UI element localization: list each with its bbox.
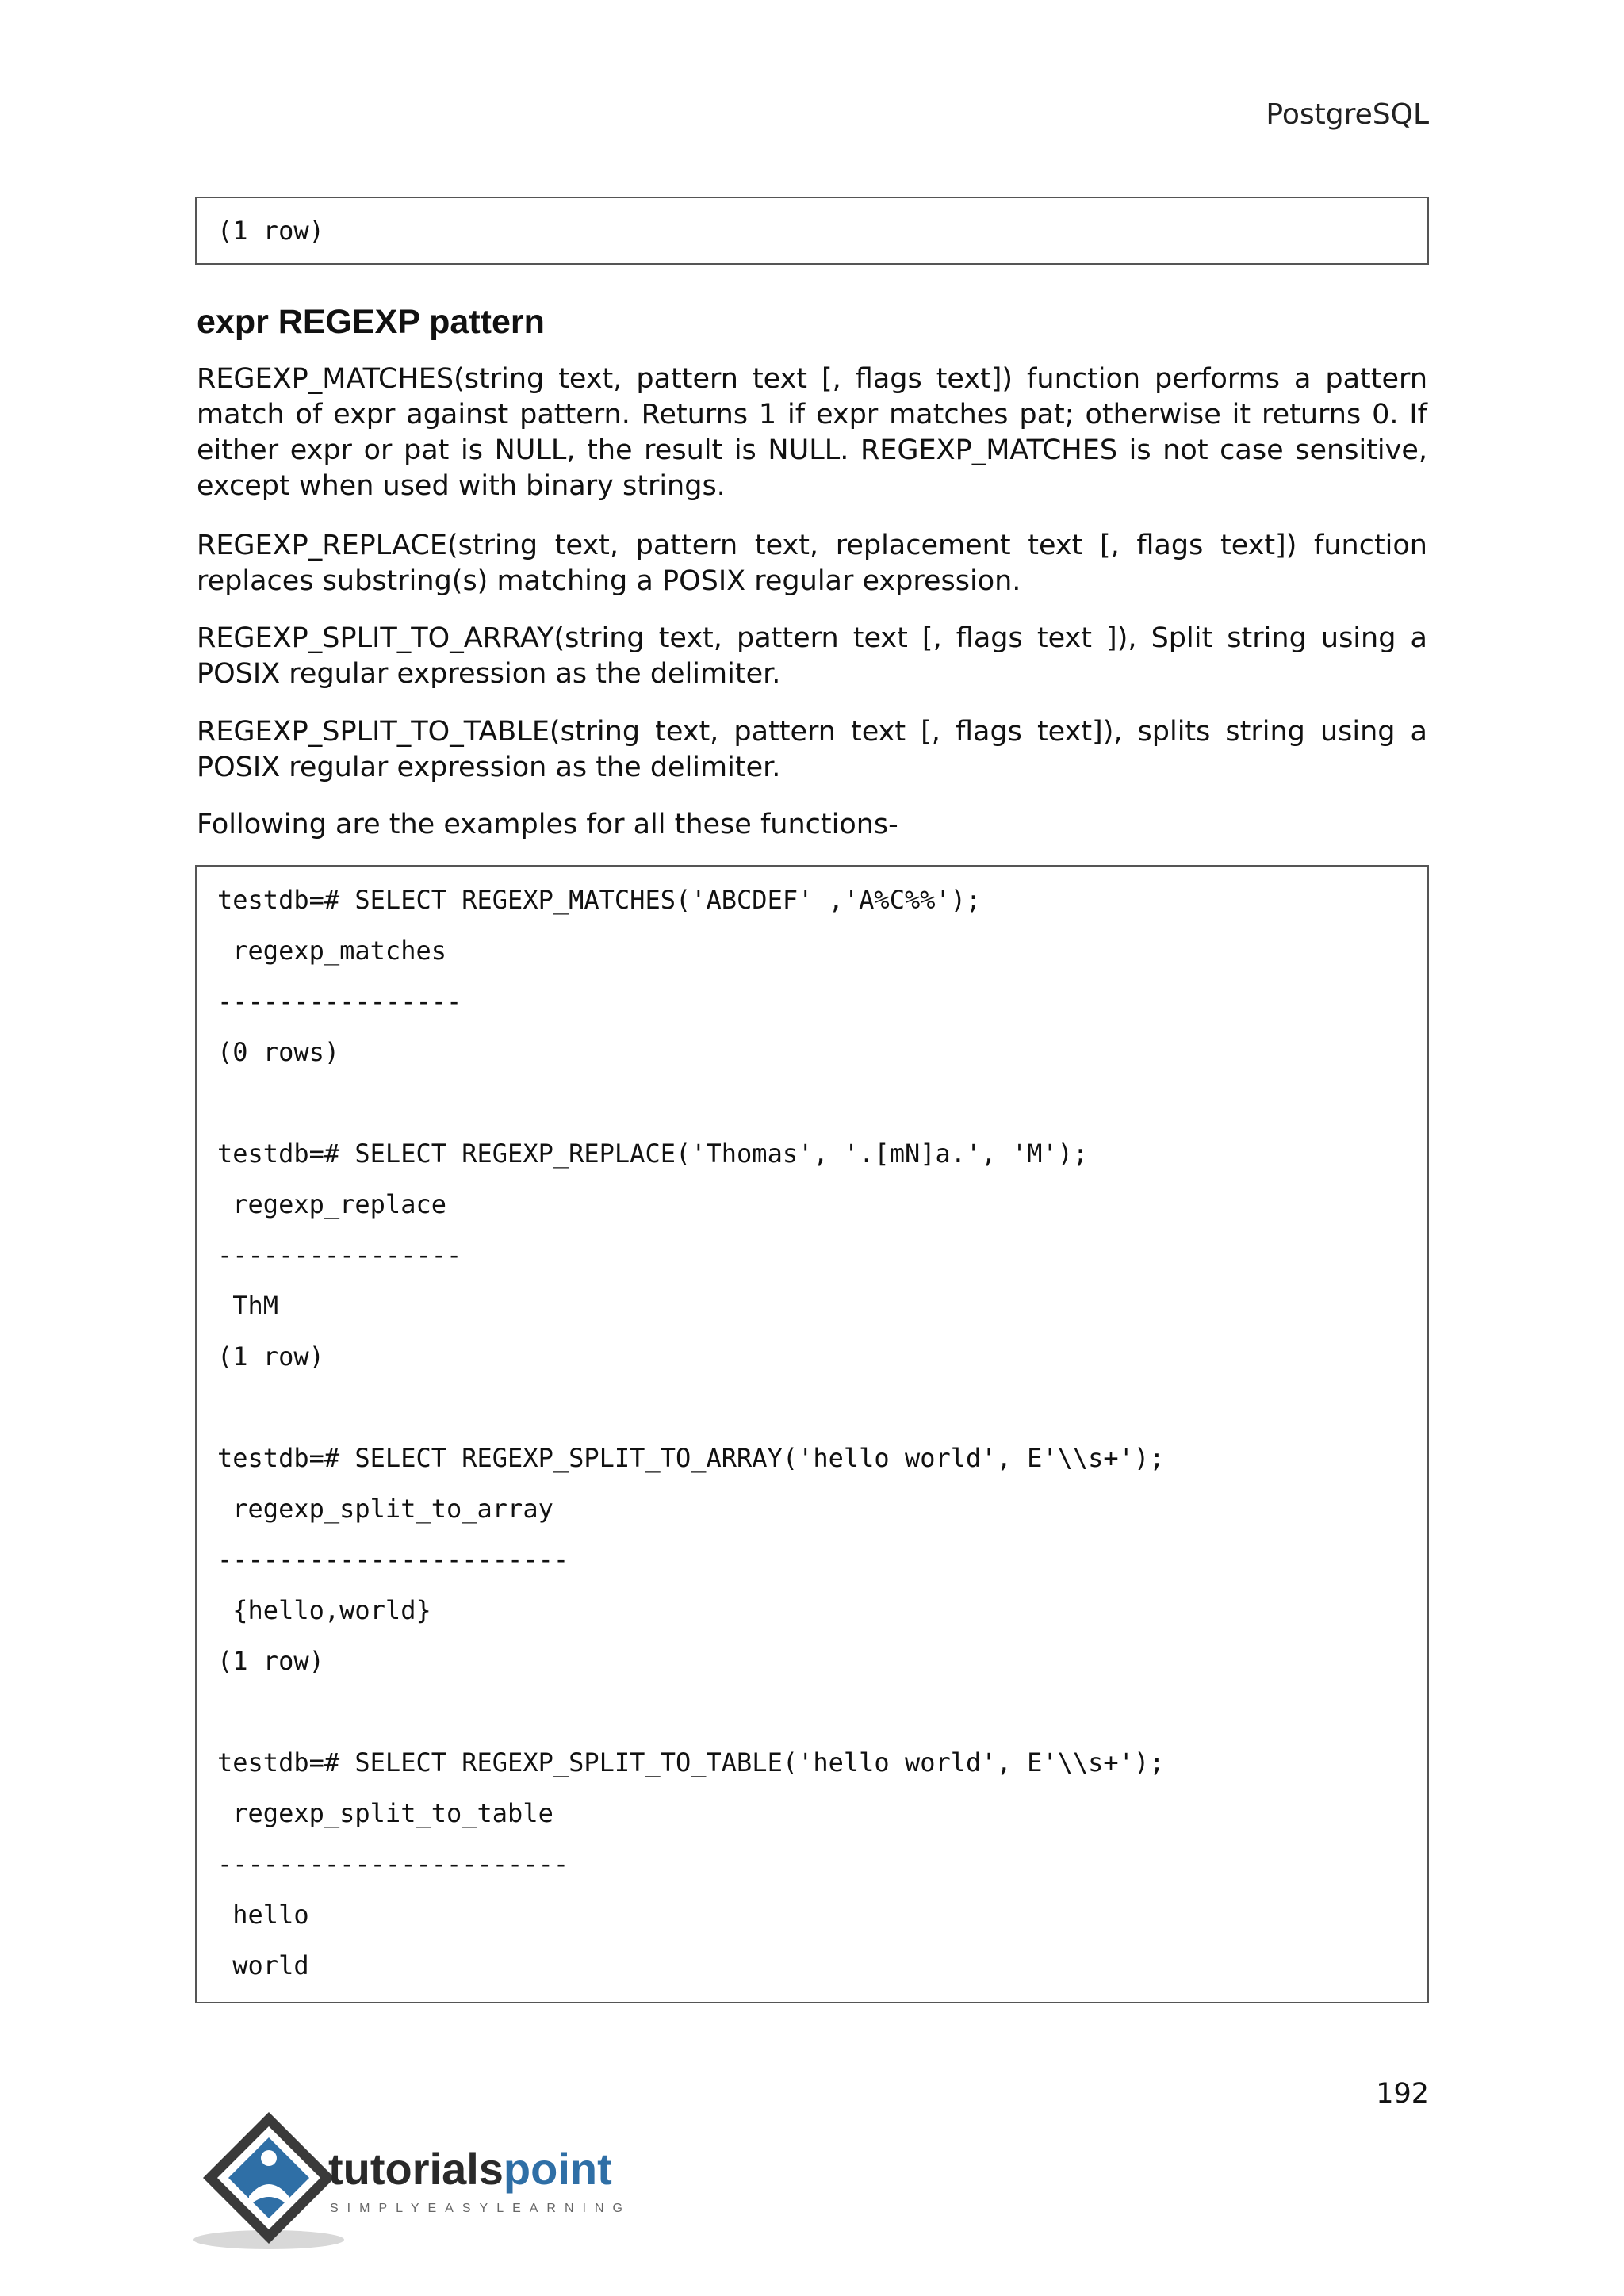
code-line: (1 row) [217, 216, 324, 246]
code-line: (0 rows) [217, 1037, 340, 1067]
code-line: regexp_split_to_array [217, 1494, 553, 1524]
code-box-examples [195, 865, 1429, 2003]
page-header-title: PostgreSQL [1266, 98, 1429, 131]
code-line: regexp_matches [217, 936, 446, 966]
code-line [197, 1382, 1427, 1433]
logo-wordmark: tutorialspoint [328, 2144, 612, 2194]
paragraph-regexp-matches: REGEXP_MATCHES(string text, pattern text [, flags text]) function performs a pattern match of expr against pattern. Returns 1 if expr matches pat; otherwise it returns 0. If either expr or pat is NULL, the result is NULL. REGEXP_MATCHES is not case sensitive, except when used with binary strings. [197, 363, 1427, 502]
code-line: world [217, 1950, 309, 1980]
logo-tagline: SIMPLYEASYLEARNING [330, 2202, 631, 2215]
code-line [197, 1686, 1427, 1737]
code-line: testdb=# SELECT REGEXP_SPLIT_TO_TABLE('hello world', E'\\s+'); [217, 1747, 1165, 1777]
tutorialspoint-logo [193, 2109, 677, 2252]
code-box-result [195, 197, 1429, 265]
code-line: {hello,world} [217, 1595, 431, 1625]
paragraph-regexp-split-to-array: REGEXP_SPLIT_TO_ARRAY(string text, pattern text [, flags text ]), Split string using a POSIX regular expression as the delimiter. [197, 622, 1427, 690]
code-line: hello [217, 1900, 309, 1930]
code-line [197, 1077, 1427, 1128]
paragraph-regexp-split-to-table: REGEXP_SPLIT_TO_TABLE(string text, pattern text [, flags text]), splits string using a POSIX regular expression as the delimiter. [197, 716, 1427, 783]
code-line: ---------------- [217, 986, 462, 1016]
paragraph-regexp-replace: REGEXP_REPLACE(string text, pattern text, replacement text [, flags text]) function replaces substring(s) matching a POSIX regular expression. [197, 530, 1427, 597]
code-line: ThM [217, 1291, 279, 1321]
code-line: ----------------------- [217, 1849, 569, 1879]
code-line: testdb=# SELECT REGEXP_REPLACE('Thomas', '.[mN]a.', 'M'); [217, 1138, 1089, 1169]
code-line: ---------------- [217, 1240, 462, 1270]
code-line: regexp_replace [217, 1189, 446, 1219]
code-line: ----------------------- [217, 1544, 569, 1575]
code-line: regexp_split_to_table [217, 1798, 553, 1828]
code-line: (1 row) [217, 1646, 324, 1676]
code-line: (1 row) [217, 1341, 324, 1372]
paragraph-examples-intro: Following are the examples for all these functions- [197, 809, 898, 840]
section-title: expr REGEXP pattern [197, 303, 545, 341]
page-number: 192 [1376, 2078, 1429, 2110]
code-line: testdb=# SELECT REGEXP_MATCHES('ABCDEF' ,'A%C%%'); [217, 885, 982, 915]
code-line: testdb=# SELECT REGEXP_SPLIT_TO_ARRAY('hello world', E'\\s+'); [217, 1443, 1165, 1473]
